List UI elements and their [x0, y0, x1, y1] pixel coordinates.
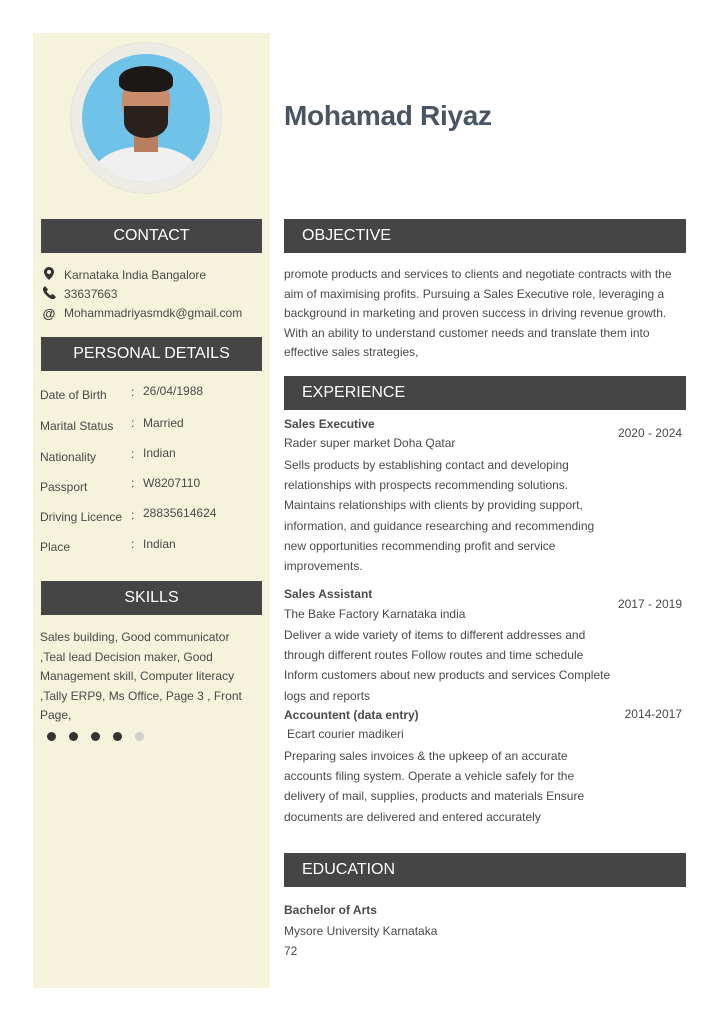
pd-colon: : [131, 508, 135, 522]
rating-dot-filled [47, 732, 56, 741]
pd-label-nationality: Nationality [40, 450, 97, 464]
job-title: Sales Assistant [284, 587, 373, 601]
pd-value-nationality: Indian [143, 446, 176, 460]
pd-value-passport: W8207110 [143, 476, 201, 490]
rating-dot-filled [91, 732, 100, 741]
job-company: The Bake Factory Karnataka india [284, 607, 466, 621]
pd-value-marital: Married [143, 416, 184, 430]
pd-colon: : [131, 385, 135, 399]
job-description: Deliver a wide variety of items to different addresses and through different routes Follow routes and time schedule Inform customers about new products and services Complete logs and reports [284, 628, 611, 703]
pd-value-place: Indian [143, 537, 176, 551]
objective-heading: OBJECTIVE [284, 219, 686, 253]
rating-dot-empty [135, 732, 144, 741]
pd-label-licence: Driving Licence [40, 510, 123, 524]
contact-phone-text: 33637663 [64, 287, 118, 301]
education-school: Mysore University Karnataka [284, 924, 438, 938]
pd-label-dob: Date of Birth [40, 388, 107, 402]
candidate-name: Mohamad Riyaz [284, 100, 492, 131]
contact-email [41, 305, 242, 321]
job-years: 2020 - 2024 [617, 426, 682, 440]
pd-colon: : [131, 537, 135, 551]
education-heading: EDUCATION [284, 853, 686, 887]
pd-label-marital: Marital Status [40, 419, 114, 433]
contact-email-text[interactable]: Mohammadriyasmdk@gmail.com [64, 306, 243, 320]
rating-dot-filled [113, 732, 122, 741]
location-pin-icon [41, 267, 57, 283]
pd-colon: : [131, 476, 135, 490]
pd-value-dob: 26/04/1988 [143, 384, 204, 398]
job-description: Preparing sales invoices & the upkeep of an accurate accounts filing system. Operate a vehicle safely for the delivery of mail, supplies, products and materials Ensure documents are delivered and entered accurately [284, 749, 585, 824]
education-score: 72 [284, 944, 298, 958]
contact-heading: CONTACT [41, 219, 262, 253]
pd-value-licence: 28835614624 [143, 506, 217, 520]
profile-photo-frame [70, 42, 222, 194]
job-company: Ecart courier madikeri [287, 727, 404, 741]
skill-rating [47, 732, 144, 741]
job-description: Sells products by establishing contact and developing relationships with prospects recommending solutions. Maintains relationships with clients by providing support, information, and guidance researching and recommending new opportunities recommending profit and service improvements. [284, 458, 595, 574]
pd-label-passport: Passport [40, 480, 88, 494]
contact-location [41, 267, 206, 283]
pd-label-place: Place [40, 540, 71, 554]
experience-heading: EXPERIENCE [284, 376, 686, 410]
pd-colon: : [131, 447, 135, 461]
job-title: Accountent (data entry) [284, 708, 419, 722]
rating-dot-filled [69, 732, 78, 741]
education-degree: Bachelor of Arts [284, 903, 377, 917]
skills-heading: SKILLS [41, 581, 262, 615]
job-title: Sales Executive [284, 417, 375, 431]
phone-icon [41, 286, 57, 302]
at-sign-icon: @ [42, 305, 56, 321]
job-years: 2017 - 2019 [617, 597, 682, 611]
personal-details-heading: PERSONAL DETAILS [41, 337, 262, 371]
job-company: Rader super market Doha Qatar [284, 436, 456, 450]
job-years: 2014-2017 [624, 707, 682, 721]
contact-phone [41, 286, 117, 302]
pd-colon: : [131, 416, 135, 430]
objective-text: promote products and services to clients and negotiate contracts with the aim of maximising profits. Pursuing a Sales Executive role, leveraging a background in marketing and proven success in driving revenue growth. With an ability to understand customer needs and translate them into effective sales strategies, [284, 267, 672, 360]
skills-text: Sales building, Good communicator ,Teal lead Decision maker, Good Management skill, Computer literacy ,Tally ERP9, Ms Office, Page 3 , Front Page, [40, 630, 242, 722]
contact-location-text: Karnataka India Bangalore [64, 268, 207, 282]
avatar [82, 54, 210, 182]
